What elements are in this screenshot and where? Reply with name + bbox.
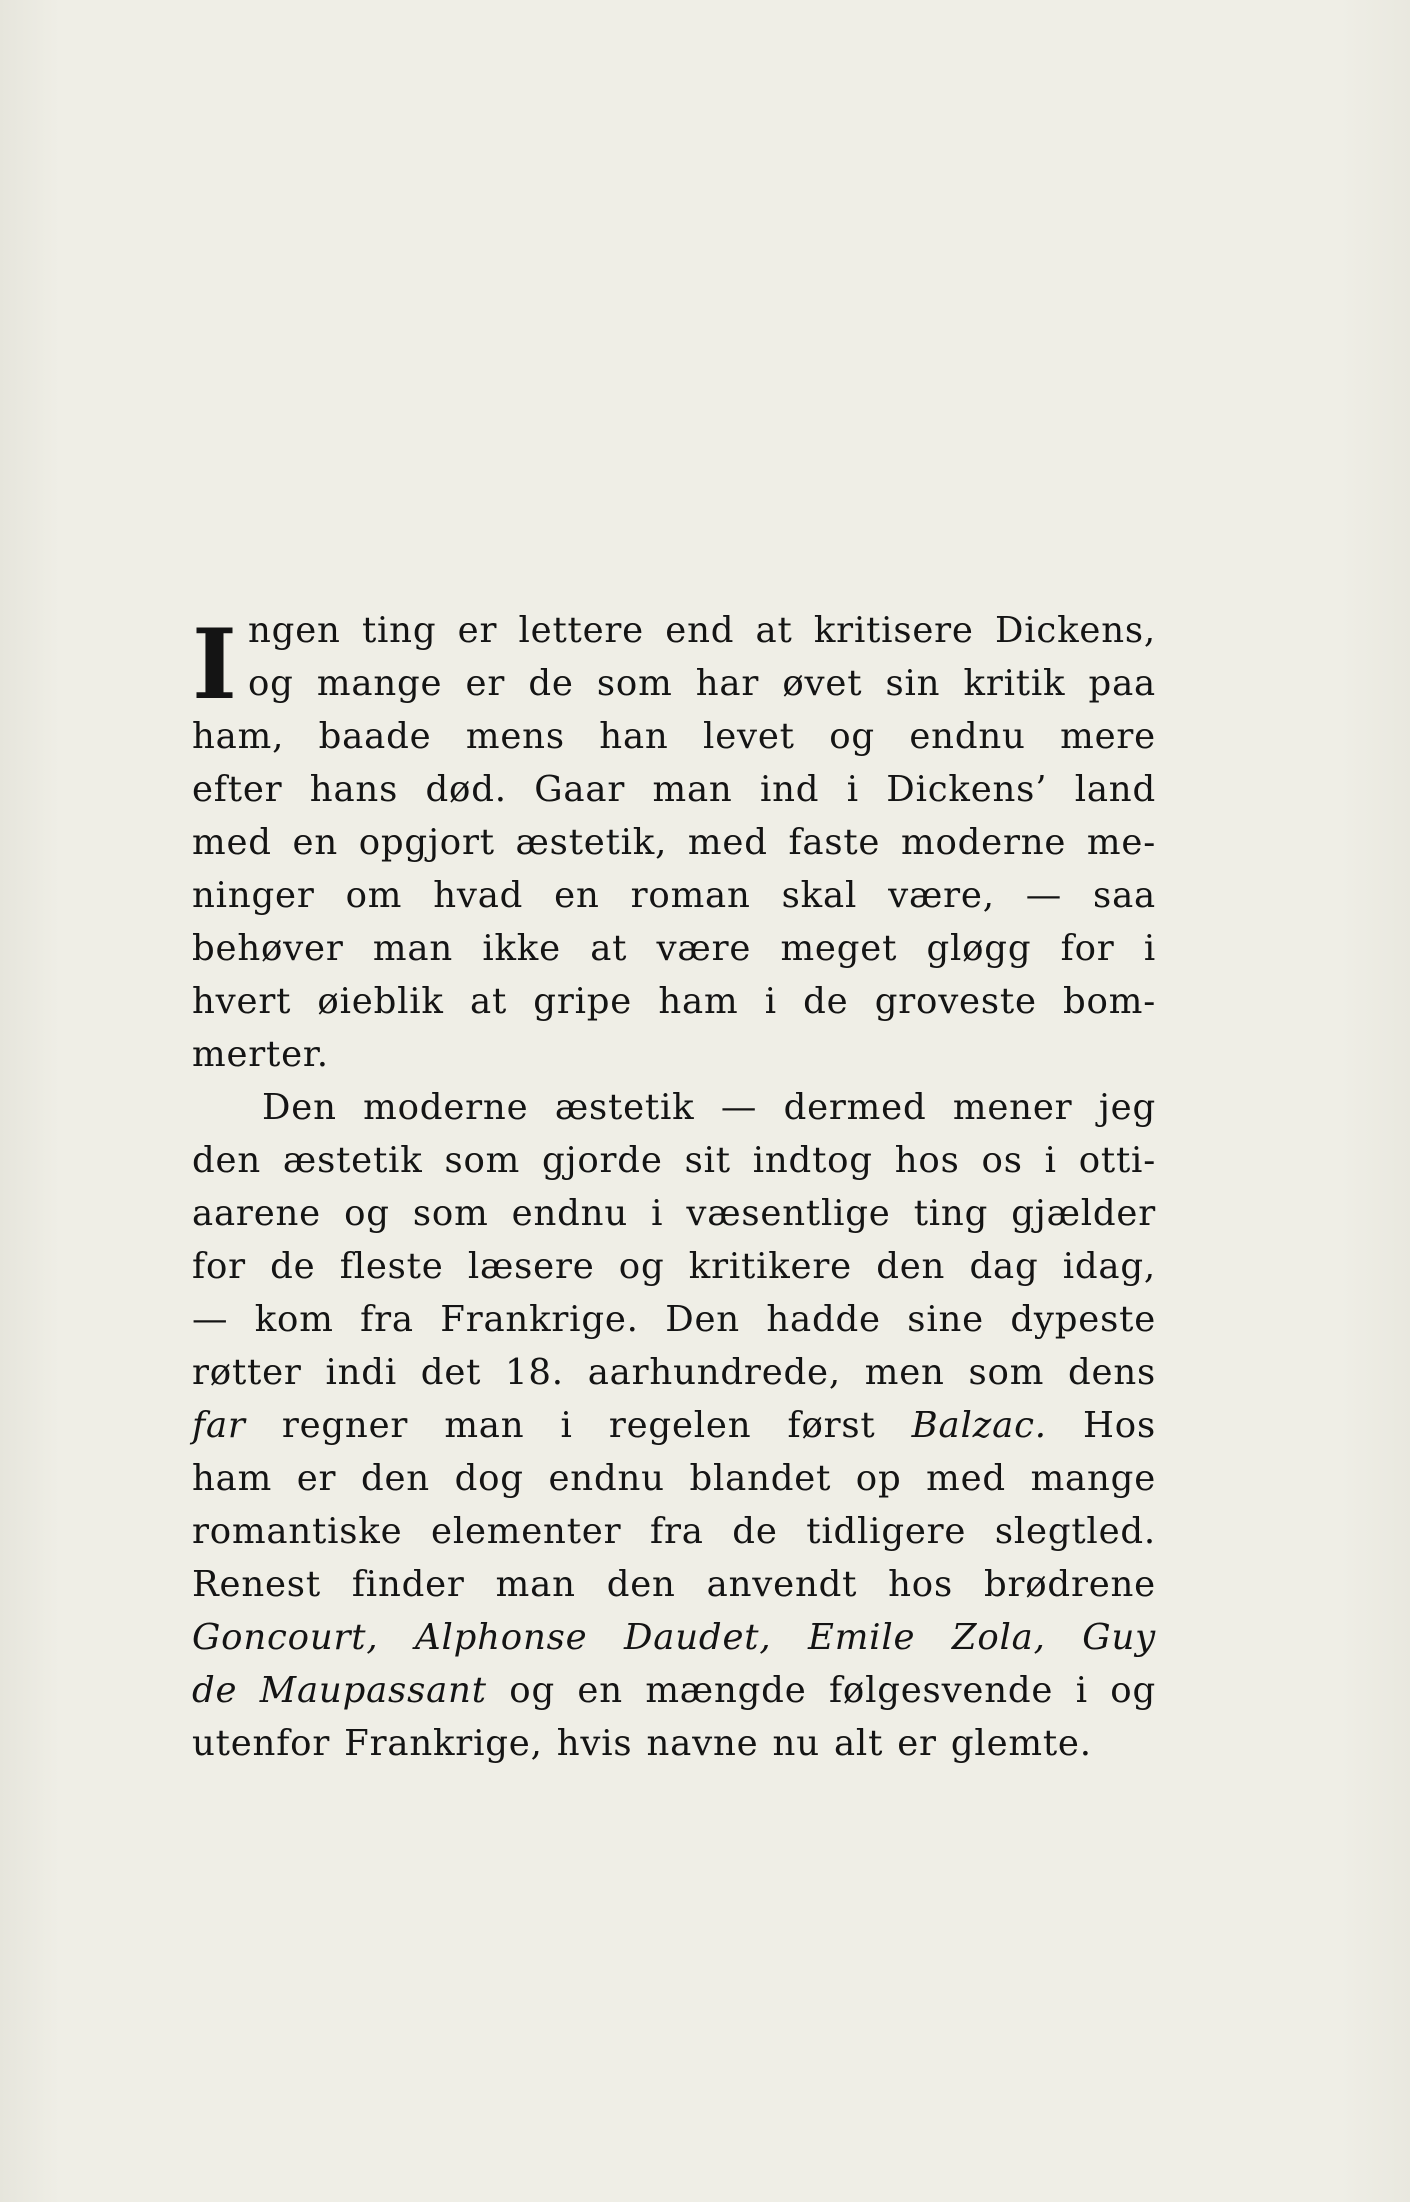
body-text	[192, 604, 1156, 1770]
text-line: for de fleste læsere og kritikere den dag idag,	[192, 1246, 1156, 1287]
text-line: romantiske elementer fra de tidligere slegtled.	[192, 1511, 1156, 1552]
text-line	[192, 1399, 1156, 1452]
text-line: røtter indi det 18. aarhundrede, men som dens	[192, 1352, 1156, 1393]
text-line: den æstetik som gjorde sit indtog hos os i otti-	[192, 1140, 1156, 1181]
text-line: ham, baade mens han levet og endnu mere	[192, 716, 1156, 757]
text-line: merter.	[192, 1034, 329, 1075]
text-line: med en opgjort æstetik, med faste moderne me-	[192, 822, 1156, 863]
text-line: ngen ting er lettere end at kritisere Dickens,	[248, 610, 1156, 651]
text-fragment: og en mængde følgesvende i og	[509, 1670, 1157, 1711]
text-line: Renest finder man den anvendt hos brødrene	[192, 1564, 1156, 1605]
text-line: aarene og som endnu i væsentlige ting gjælder	[192, 1193, 1156, 1234]
text-line	[192, 1664, 1156, 1717]
text-line: behøver man ikke at være meget gløgg for i	[192, 928, 1156, 969]
text-line: ham er den dog endnu blandet op med mange	[192, 1458, 1156, 1499]
text-line: utenfor Frankrige, hvis navne nu alt er glemte.	[192, 1723, 1092, 1764]
text-line: efter hans død. Gaar man ind i Dickens’ land	[192, 769, 1156, 810]
text-line: og mange er de som har øvet sin kritik paa	[248, 663, 1156, 704]
text-line: — kom fra Frankrige. Den hadde sine dypeste	[192, 1299, 1156, 1340]
text-line: Goncourt, Alphonse Daudet, Emile Zola, Guy	[192, 1617, 1156, 1658]
italic-maupassant: de Maupassant	[192, 1670, 487, 1711]
text-line: ninger om hvad en roman skal være, — saa	[192, 875, 1156, 916]
italic-balzac: Balzac.	[911, 1405, 1047, 1446]
text-line: Den moderne æstetik — dermed mener jeg	[262, 1087, 1156, 1128]
text-line: hvert øieblik at gripe ham i de groveste bom-	[192, 981, 1156, 1022]
italic-far: far	[192, 1405, 246, 1446]
text-fragment: regner man i regelen først	[281, 1405, 876, 1446]
drop-cap: I	[192, 608, 237, 721]
text-fragment: Hos	[1083, 1405, 1156, 1446]
